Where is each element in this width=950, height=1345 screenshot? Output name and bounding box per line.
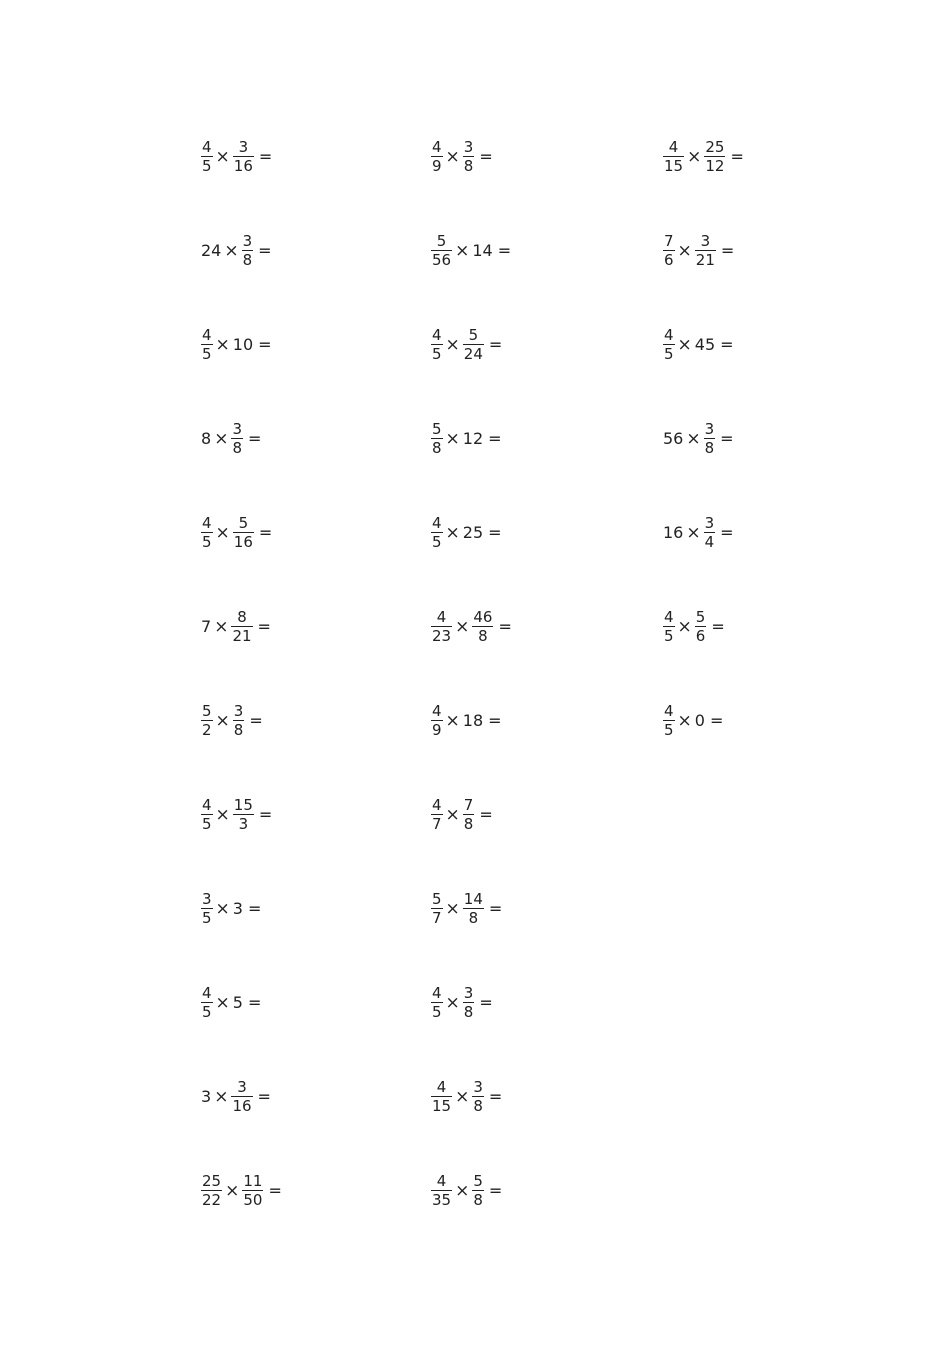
numerator: 4 xyxy=(664,608,674,626)
denominator: 5 xyxy=(202,533,212,551)
equals-sign: = xyxy=(247,993,262,1012)
problem xyxy=(430,610,512,644)
equals-sign: = xyxy=(498,617,512,636)
times-sign: × xyxy=(224,240,239,261)
denominator: 5 xyxy=(202,157,212,175)
equals-sign: = xyxy=(720,241,735,260)
numerator: 5 xyxy=(432,890,442,908)
numerator: 25 xyxy=(202,1172,222,1190)
numerator: 4 xyxy=(202,138,212,156)
denominator: 8 xyxy=(463,157,474,175)
denominator: 22 xyxy=(202,1191,222,1209)
fraction xyxy=(704,516,716,550)
times-sign: × xyxy=(445,898,460,919)
denominator: 5 xyxy=(202,909,212,927)
denominator: 12 xyxy=(705,157,725,175)
problem xyxy=(430,1080,502,1114)
equals-sign: = xyxy=(268,1181,282,1200)
whole-number: 16 xyxy=(663,523,684,542)
equals-sign: = xyxy=(258,335,272,354)
fraction xyxy=(463,986,475,1020)
fraction xyxy=(463,798,475,832)
equals-sign: = xyxy=(488,1181,503,1200)
times-sign: × xyxy=(686,522,701,543)
equals-sign: = xyxy=(709,711,724,730)
equals-sign: = xyxy=(258,805,273,824)
denominator: 16 xyxy=(233,533,253,551)
problem xyxy=(662,328,734,362)
denominator: 6 xyxy=(695,627,706,645)
whole-number: 3 xyxy=(201,1087,212,1106)
numerator: 3 xyxy=(242,232,253,250)
times-sign: × xyxy=(455,1086,470,1107)
fraction xyxy=(201,798,213,832)
numerator: 5 xyxy=(238,514,249,532)
problem xyxy=(662,140,744,174)
numerator: 4 xyxy=(668,138,679,156)
equals-sign: = xyxy=(249,711,263,730)
numerator: 5 xyxy=(436,232,447,250)
denominator: 7 xyxy=(432,909,442,927)
denominator: 8 xyxy=(463,1003,474,1021)
problem xyxy=(430,892,502,926)
fraction xyxy=(233,140,254,174)
numerator: 3 xyxy=(704,514,715,532)
denominator: 8 xyxy=(468,909,479,927)
denominator: 15 xyxy=(432,1097,452,1115)
denominator: 8 xyxy=(473,1097,483,1115)
numerator: 4 xyxy=(202,514,212,532)
denominator: 5 xyxy=(202,815,212,833)
times-sign: × xyxy=(677,616,692,637)
times-sign: × xyxy=(225,1180,240,1201)
denominator: 8 xyxy=(473,1191,483,1209)
times-sign: × xyxy=(215,522,230,543)
problem xyxy=(662,422,734,456)
numerator: 3 xyxy=(237,1078,247,1096)
equals-sign: = xyxy=(258,147,273,166)
problem xyxy=(430,798,493,832)
equals-sign: = xyxy=(730,147,744,166)
fraction xyxy=(463,140,475,174)
whole-number: 8 xyxy=(201,429,212,448)
whole-number: 45 xyxy=(694,335,716,354)
numerator: 3 xyxy=(233,702,244,720)
fraction xyxy=(201,140,213,174)
numerator: 4 xyxy=(664,702,674,720)
fraction xyxy=(431,986,443,1020)
numerator: 25 xyxy=(705,138,725,156)
numerator: 7 xyxy=(664,232,674,250)
numerator: 5 xyxy=(473,1172,483,1190)
denominator: 23 xyxy=(432,627,452,645)
numerator: 46 xyxy=(473,608,493,626)
numerator: 3 xyxy=(238,138,249,156)
times-sign: × xyxy=(445,710,460,731)
fraction xyxy=(463,892,484,926)
denominator: 8 xyxy=(232,439,242,457)
denominator: 8 xyxy=(478,627,488,645)
equals-sign: = xyxy=(247,429,262,448)
numerator: 5 xyxy=(202,702,212,720)
equals-sign: = xyxy=(720,429,734,448)
denominator: 15 xyxy=(664,157,684,175)
fraction xyxy=(663,610,675,644)
denominator: 5 xyxy=(432,1003,442,1021)
whole-number: 3 xyxy=(232,899,243,918)
times-sign: × xyxy=(445,334,460,355)
fraction xyxy=(231,610,252,644)
equals-sign: = xyxy=(488,711,502,730)
problem xyxy=(430,422,502,456)
numerator: 15 xyxy=(233,796,253,814)
whole-number: 7 xyxy=(201,617,212,636)
fraction xyxy=(663,704,675,738)
denominator: 8 xyxy=(242,251,253,269)
whole-number: 24 xyxy=(201,241,222,260)
numerator: 3 xyxy=(473,1078,483,1096)
equals-sign: = xyxy=(720,335,734,354)
times-sign: × xyxy=(445,428,460,449)
times-sign: × xyxy=(445,146,460,167)
denominator: 2 xyxy=(202,721,212,739)
problem xyxy=(200,234,272,268)
denominator: 8 xyxy=(704,439,715,457)
denominator: 8 xyxy=(463,815,474,833)
times-sign: × xyxy=(455,240,470,261)
fraction xyxy=(663,234,675,268)
fraction xyxy=(201,516,213,550)
times-sign: × xyxy=(215,146,230,167)
problem xyxy=(662,704,723,738)
numerator: 4 xyxy=(432,514,442,532)
whole-number: 12 xyxy=(462,429,484,448)
whole-number: 14 xyxy=(472,241,493,260)
denominator: 9 xyxy=(432,721,442,739)
fraction xyxy=(431,1174,452,1208)
equals-sign: = xyxy=(247,899,262,918)
numerator: 11 xyxy=(243,1172,263,1190)
numerator: 14 xyxy=(463,890,483,908)
fraction xyxy=(201,328,213,362)
denominator: 24 xyxy=(463,345,483,363)
fraction xyxy=(201,892,213,926)
denominator: 5 xyxy=(432,345,442,363)
fraction xyxy=(431,1080,452,1114)
fraction xyxy=(431,516,443,550)
problem xyxy=(662,610,725,644)
fraction xyxy=(431,892,443,926)
fraction xyxy=(242,1174,263,1208)
equals-sign: = xyxy=(479,993,493,1012)
numerator: 3 xyxy=(202,890,212,908)
numerator: 3 xyxy=(232,420,242,438)
problem xyxy=(200,610,271,644)
times-sign: × xyxy=(215,992,230,1013)
problem xyxy=(430,328,502,362)
times-sign: × xyxy=(445,522,460,543)
numerator: 4 xyxy=(432,984,442,1002)
fraction xyxy=(431,610,452,644)
denominator: 8 xyxy=(432,439,442,457)
times-sign: × xyxy=(677,334,692,355)
denominator: 16 xyxy=(233,157,253,175)
numerator: 4 xyxy=(202,326,212,344)
numerator: 5 xyxy=(695,608,706,626)
problem xyxy=(200,1174,282,1208)
fraction xyxy=(472,1174,484,1208)
times-sign: × xyxy=(677,710,692,731)
denominator: 56 xyxy=(432,251,452,269)
denominator: 6 xyxy=(664,251,674,269)
denominator: 4 xyxy=(704,533,715,551)
problem xyxy=(430,986,493,1020)
denominator: 5 xyxy=(664,721,674,739)
fraction xyxy=(201,986,213,1020)
denominator: 21 xyxy=(232,627,252,645)
whole-number: 10 xyxy=(232,335,254,354)
times-sign: × xyxy=(677,240,692,261)
problem xyxy=(200,1080,271,1114)
whole-number: 5 xyxy=(232,993,243,1012)
problem xyxy=(430,234,511,268)
whole-number: 56 xyxy=(663,429,684,448)
denominator: 8 xyxy=(233,721,244,739)
fraction xyxy=(695,610,707,644)
fraction xyxy=(431,798,443,832)
fraction xyxy=(233,704,245,738)
times-sign: × xyxy=(455,616,470,637)
fraction xyxy=(695,234,716,268)
fraction xyxy=(472,1080,484,1114)
problem xyxy=(200,516,272,550)
equals-sign: = xyxy=(479,805,493,824)
denominator: 5 xyxy=(202,345,212,363)
denominator: 7 xyxy=(432,815,442,833)
numerator: 5 xyxy=(432,420,442,438)
denominator: 16 xyxy=(232,1097,252,1115)
problem xyxy=(430,704,502,738)
numerator: 4 xyxy=(436,1172,447,1190)
denominator: 3 xyxy=(238,815,249,833)
fraction xyxy=(242,234,254,268)
problem xyxy=(200,798,272,832)
problem xyxy=(430,1174,502,1208)
numerator: 3 xyxy=(700,232,711,250)
times-sign: × xyxy=(215,710,230,731)
equals-sign: = xyxy=(479,147,493,166)
numerator: 4 xyxy=(432,138,442,156)
equals-sign: = xyxy=(488,1087,503,1106)
problem xyxy=(430,140,493,174)
numerator: 4 xyxy=(432,796,442,814)
fraction xyxy=(472,610,493,644)
numerator: 8 xyxy=(237,608,247,626)
equals-sign: = xyxy=(488,899,503,918)
whole-number: 0 xyxy=(694,711,705,730)
problem xyxy=(200,704,263,738)
problem xyxy=(200,422,261,456)
problem xyxy=(200,986,261,1020)
numerator: 3 xyxy=(463,138,474,156)
numerator: 4 xyxy=(202,796,212,814)
fraction xyxy=(201,1174,222,1208)
equals-sign: = xyxy=(488,429,502,448)
numerator: 4 xyxy=(436,1078,447,1096)
fraction xyxy=(704,140,725,174)
denominator: 5 xyxy=(202,1003,212,1021)
numerator: 4 xyxy=(432,702,442,720)
equals-sign: = xyxy=(488,523,502,542)
fraction xyxy=(431,140,443,174)
equals-sign: = xyxy=(488,335,503,354)
whole-number: 18 xyxy=(462,711,484,730)
fraction xyxy=(231,1080,252,1114)
numerator: 4 xyxy=(664,326,674,344)
problem xyxy=(662,516,734,550)
numerator: 4 xyxy=(432,326,442,344)
denominator: 21 xyxy=(695,251,715,269)
numerator: 3 xyxy=(463,984,474,1002)
times-sign: × xyxy=(215,804,230,825)
times-sign: × xyxy=(215,334,230,355)
times-sign: × xyxy=(686,428,701,449)
whole-number: 25 xyxy=(462,523,484,542)
numerator: 7 xyxy=(463,796,474,814)
equals-sign: = xyxy=(720,523,734,542)
equals-sign: = xyxy=(257,1087,271,1106)
problem xyxy=(200,328,272,362)
fraction xyxy=(431,704,443,738)
times-sign: × xyxy=(214,1086,229,1107)
equals-sign: = xyxy=(258,523,273,542)
numerator: 5 xyxy=(468,326,479,344)
times-sign: × xyxy=(455,1180,470,1201)
denominator: 50 xyxy=(243,1191,263,1209)
fraction xyxy=(431,422,443,456)
fraction xyxy=(704,422,716,456)
equals-sign: = xyxy=(257,617,271,636)
times-sign: × xyxy=(214,428,229,449)
equals-sign: = xyxy=(711,617,725,636)
times-sign: × xyxy=(445,992,460,1013)
times-sign: × xyxy=(214,616,229,637)
denominator: 35 xyxy=(432,1191,452,1209)
fraction xyxy=(233,516,254,550)
fraction xyxy=(231,422,243,456)
times-sign: × xyxy=(445,804,460,825)
denominator: 5 xyxy=(664,627,674,645)
fraction xyxy=(431,234,452,268)
denominator: 9 xyxy=(432,157,442,175)
times-sign: × xyxy=(215,898,230,919)
numerator: 4 xyxy=(202,984,212,1002)
times-sign: × xyxy=(687,146,702,167)
problem xyxy=(200,140,272,174)
problem xyxy=(200,892,261,926)
denominator: 5 xyxy=(432,533,442,551)
denominator: 5 xyxy=(664,345,674,363)
numerator: 4 xyxy=(436,608,447,626)
problem xyxy=(662,234,734,268)
equals-sign: = xyxy=(258,241,272,260)
fraction xyxy=(463,328,484,362)
fraction xyxy=(663,328,675,362)
fraction xyxy=(431,328,443,362)
fraction xyxy=(663,140,684,174)
problem xyxy=(430,516,502,550)
fraction xyxy=(201,704,213,738)
numerator: 3 xyxy=(704,420,715,438)
equals-sign: = xyxy=(497,241,512,260)
fraction xyxy=(233,798,254,832)
